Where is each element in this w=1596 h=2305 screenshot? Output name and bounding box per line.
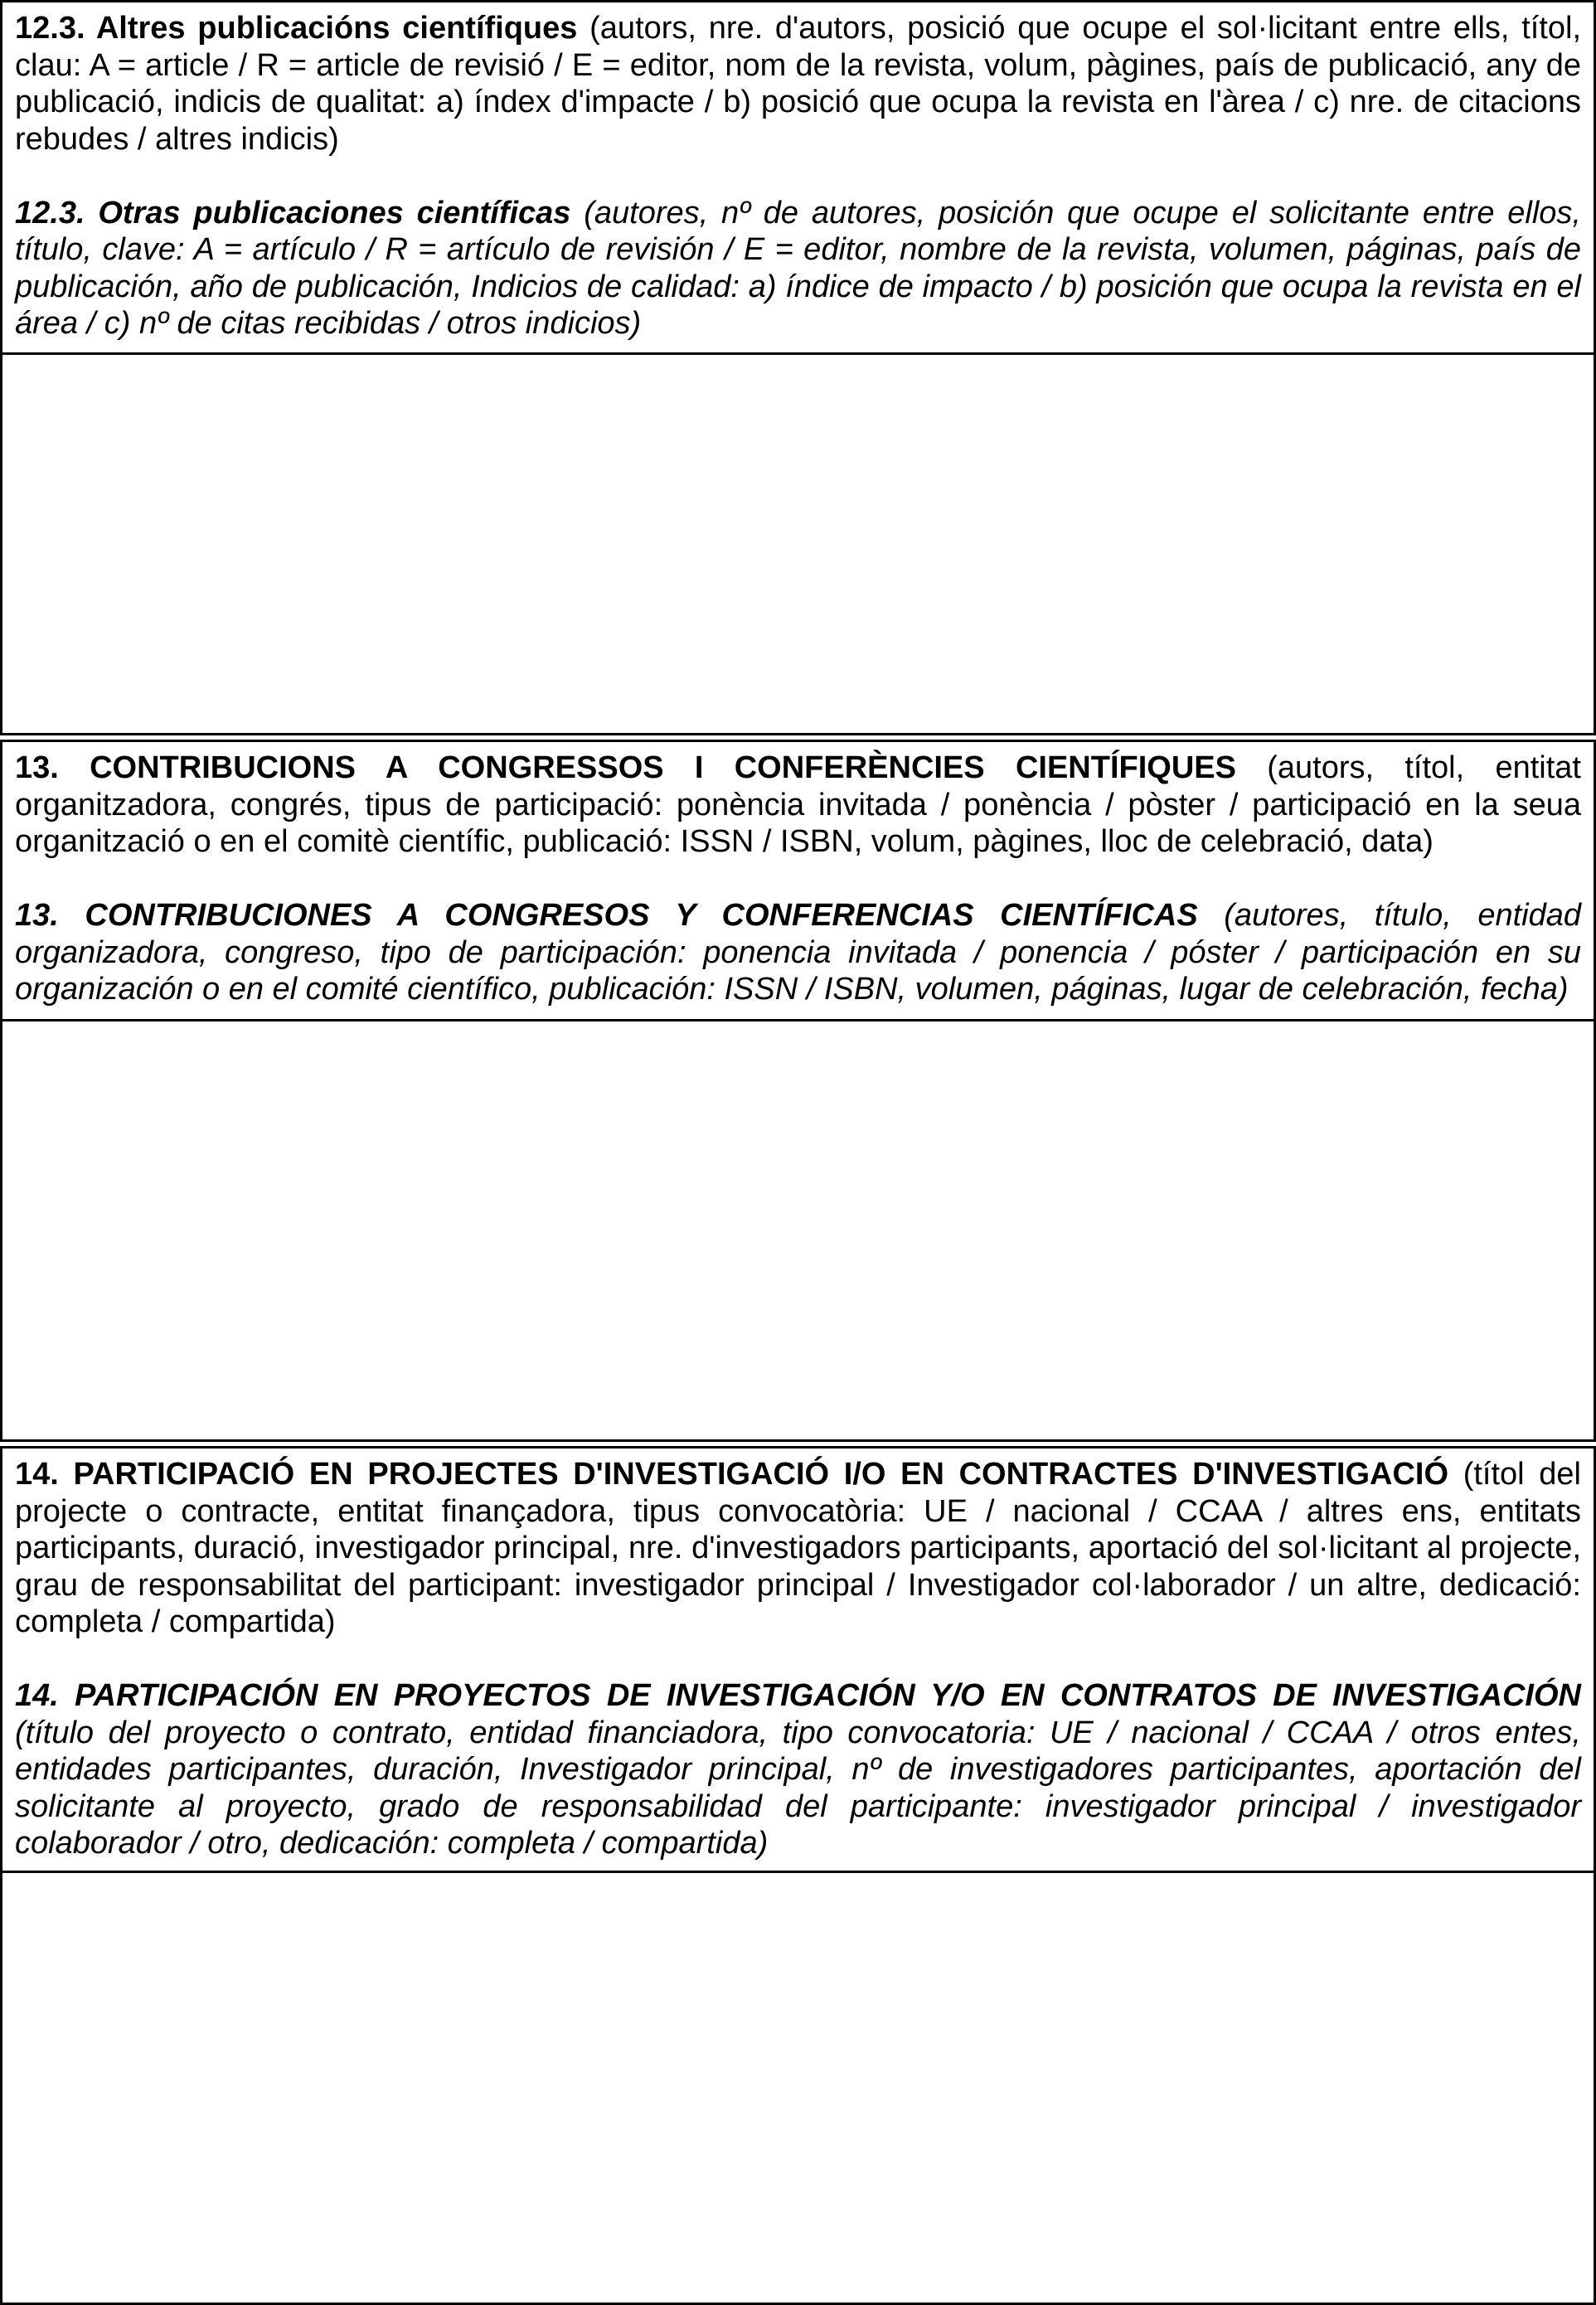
section-heading-catalan: 12.3. Altres publicacións científiques — [15, 11, 578, 46]
paragraph-catalan — [15, 750, 1581, 861]
section-12-3-description — [2, 2, 1594, 355]
section-12-3-entry-area[interactable] — [2, 355, 1594, 733]
section-body-catalan: (autors, nre. d'autors, posició que ocupe el sol·licitant entre ells, títol, clau: A = article / R = article de revisió / E = editor, nom de la revista, volum, pàgines, país de publicació, any de publicació, indicis de qualitat: a) índex d'impacte / b) posició que ocupa la revista en l'àrea / c) nre. de citacions rebudes / altres indicis) — [15, 11, 1581, 157]
section-12-3 — [0, 0, 1596, 735]
section-14-description — [2, 1449, 1594, 1873]
paragraph-spanish — [15, 897, 1581, 1008]
section-13-description — [2, 742, 1594, 1021]
paragraph-spanish — [15, 195, 1581, 342]
section-14-entry-area[interactable] — [2, 1873, 1594, 2303]
section-heading-catalan: 14. PARTICIPACIÓ EN PROJECTES D'INVESTIGACIÓ I/O EN CONTRACTES D'INVESTIGACIÓ — [15, 1457, 1449, 1492]
paragraph-spanish — [15, 1677, 1581, 1862]
paragraph-catalan — [15, 1456, 1581, 1641]
section-13-entry-area[interactable] — [2, 1021, 1594, 1439]
section-14 — [0, 1446, 1596, 2305]
section-body-catalan: (títol del projecte o contracte, entitat finançadora, tipus convocatòria: UE / nacional / CCAA / altres ens, entitats participants, duració, investigador principal, nre. d'investigadors participants, aportació del sol·licitant al projecte, grau de responsabilitat del participant: investigador principal / Investigador col·laborador / un altre, dedicació: completa / compartida) — [15, 1457, 1582, 1639]
section-13 — [0, 740, 1596, 1442]
section-heading-spanish: 12.3. Otras publicaciones científicas — [15, 195, 571, 230]
section-body-catalan: (autors, títol, entitat organitzadora, congrés, tipus de participació: ponència invitada / ponència / pòster / participació en la seua organització o en el comitè científic, publicació: ISSN / ISBN, volum, pàgines, lloc de celebració, data) — [15, 750, 1581, 859]
section-body-spanish: (autores, título, entidad organizadora, congreso, tipo de participación: ponencia invitada / ponencia / póster / participación en su organización o en el comité científico, publicación: ISSN / ISBN, volumen, páginas, lugar de celebración, fecha) — [15, 898, 1581, 1007]
section-body-spanish: (título del proyecto o contrato, entidad financiadora, tipo convocatoria: UE / nacional / CCAA / otros entes, entidades participantes, duración, Investigador principal, nº de investigadores participantes, aportación del solicitante al proyecto, grado de responsabilidad del participante: investigador principal / investigador colaborador / otro, dedicación: completa / compartida) — [15, 1715, 1581, 1861]
section-heading-spanish: 14. PARTICIPACIÓN EN PROYECTOS DE INVESTIGACIÓN Y/O EN CONTRATOS DE INVESTIGACIÓN — [15, 1678, 1581, 1713]
section-body-spanish: (autores, nº de autores, posición que ocupe el solicitante entre ellos, título, clave: A = artículo / R = artículo de revisión / E = editor, nombre de la revista, volumen, páginas, país de publicación, año de publicación, Indicios de calidad: a) índice de impacto / b) posición que ocupa la revista en el área / c) nº de citas recibidas / otros indicios) — [15, 195, 1581, 341]
section-heading-spanish: 13. CONTRIBUCIONES A CONGRESOS Y CONFERENCIAS CIENTÍFICAS — [15, 898, 1198, 933]
paragraph-catalan — [15, 10, 1581, 158]
section-heading-catalan: 13. CONTRIBUCIONS A CONGRESSOS I CONFERÈNCIES CIENTÍFIQUES — [15, 750, 1236, 785]
